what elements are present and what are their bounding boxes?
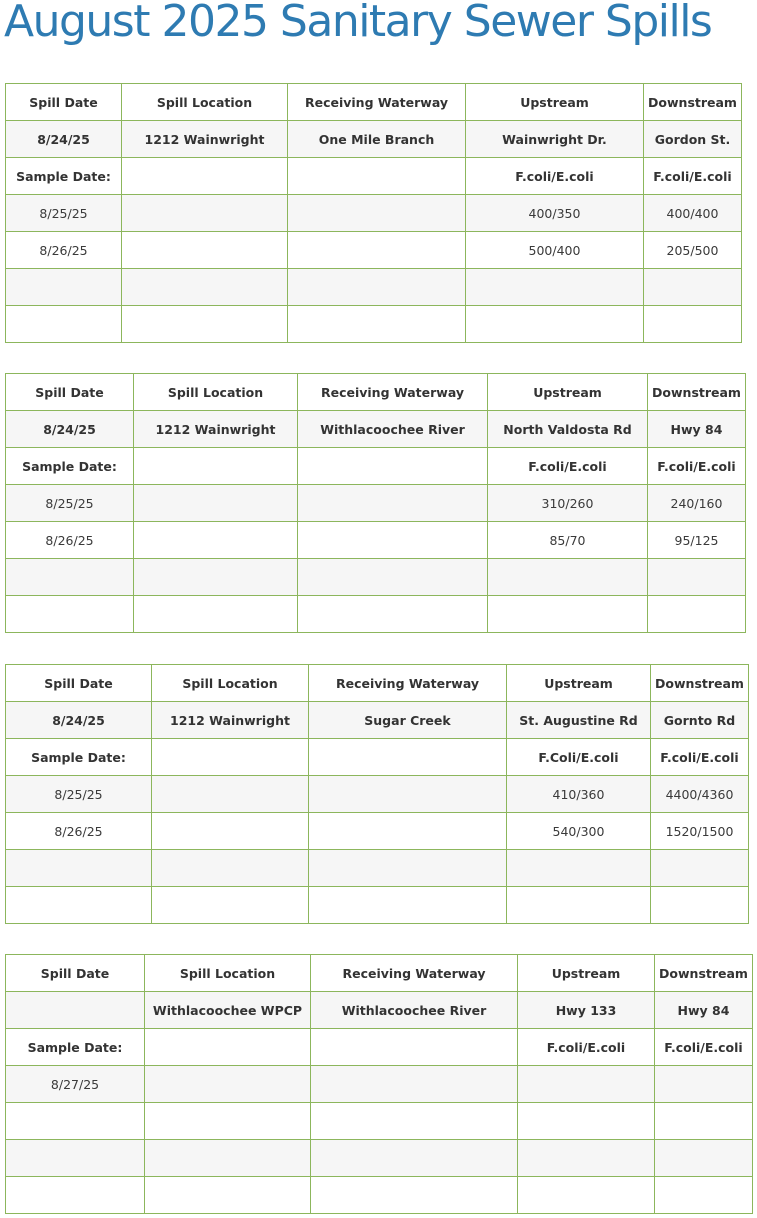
upstream-location: North Valdosta Rd: [488, 411, 648, 448]
spill-location: Withlacoochee WPCP: [145, 992, 311, 1029]
sample-downstream: [644, 306, 742, 343]
sample-upstream: 500/400: [466, 232, 644, 269]
upstream-unit: F.Coli/E.coli: [507, 739, 651, 776]
sample-downstream: [655, 1066, 753, 1103]
empty-cell: [288, 158, 466, 195]
header-receiving-waterway: Receiving Waterway: [309, 665, 507, 702]
empty-cell: [152, 739, 309, 776]
spill-table-one-mile-branch: [5, 83, 742, 343]
sample-upstream: [466, 306, 644, 343]
receiving-waterway: Sugar Creek: [309, 702, 507, 739]
header-receiving-waterway: Receiving Waterway: [311, 955, 518, 992]
empty-cell: [309, 813, 507, 850]
empty-cell: [298, 559, 488, 596]
sample-upstream: [518, 1177, 655, 1214]
sample-upstream: [488, 596, 648, 633]
sample-upstream: [466, 269, 644, 306]
header-upstream: Upstream: [507, 665, 651, 702]
empty-cell: [145, 1103, 311, 1140]
empty-cell: [288, 269, 466, 306]
sample-upstream: 310/260: [488, 485, 648, 522]
empty-cell: [145, 1177, 311, 1214]
sample-row: [6, 850, 749, 887]
downstream-location: Hwy 84: [655, 992, 753, 1029]
header-downstream: Downstream: [644, 84, 742, 121]
empty-cell: [311, 1029, 518, 1066]
sample-downstream: [651, 887, 749, 924]
sample-date: [6, 596, 134, 633]
sample-date: [6, 850, 152, 887]
empty-cell: [309, 776, 507, 813]
sample-date: [6, 559, 134, 596]
sample-upstream: [488, 559, 648, 596]
sample-downstream: [644, 269, 742, 306]
sample-upstream: [518, 1066, 655, 1103]
sample-row: [6, 1066, 753, 1103]
empty-cell: [134, 559, 298, 596]
sample-date: 8/27/25: [6, 1066, 145, 1103]
sample-downstream: [648, 596, 746, 633]
upstream-unit: F.coli/E.coli: [466, 158, 644, 195]
downstream-unit: F.coli/E.coli: [648, 448, 746, 485]
sample-downstream: [655, 1140, 753, 1177]
sample-upstream: [518, 1103, 655, 1140]
sample-downstream: [648, 559, 746, 596]
sample-row: [6, 232, 742, 269]
sample-row: [6, 485, 746, 522]
upstream-unit: F.coli/E.coli: [488, 448, 648, 485]
spill-date: [6, 992, 145, 1029]
header-downstream: Downstream: [655, 955, 753, 992]
sample-header-row: [6, 739, 749, 776]
empty-cell: [288, 195, 466, 232]
spill-location: 1212 Wainwright: [134, 411, 298, 448]
spill-table-withlacoochee-wpcp: [5, 954, 753, 1214]
header-row: [6, 955, 753, 992]
sample-date-label: Sample Date:: [6, 739, 152, 776]
empty-cell: [152, 850, 309, 887]
downstream-location: Gornto Rd: [651, 702, 749, 739]
header-spill-location: Spill Location: [122, 84, 288, 121]
empty-cell: [311, 1103, 518, 1140]
empty-cell: [309, 739, 507, 776]
empty-cell: [298, 596, 488, 633]
sample-date: [6, 1140, 145, 1177]
upstream-location: Hwy 133: [518, 992, 655, 1029]
sample-downstream: [651, 850, 749, 887]
header-spill-date: Spill Date: [6, 84, 122, 121]
sample-header-row: [6, 1029, 753, 1066]
sample-header-row: [6, 448, 746, 485]
header-row: [6, 84, 742, 121]
sample-downstream: 400/400: [644, 195, 742, 232]
sample-date-label: Sample Date:: [6, 448, 134, 485]
empty-cell: [145, 1066, 311, 1103]
downstream-unit: F.coli/E.coli: [655, 1029, 753, 1066]
upstream-location: Wainwright Dr.: [466, 121, 644, 158]
spill-date: 8/24/25: [6, 121, 122, 158]
spill-row: [6, 121, 742, 158]
header-row: [6, 374, 746, 411]
sample-header-row: [6, 158, 742, 195]
header-spill-date: Spill Date: [6, 665, 152, 702]
spill-date: 8/24/25: [6, 411, 134, 448]
header-receiving-waterway: Receiving Waterway: [288, 84, 466, 121]
downstream-unit: F.coli/E.coli: [651, 739, 749, 776]
sample-row: [6, 1103, 753, 1140]
sample-row: [6, 522, 746, 559]
sample-row: [6, 776, 749, 813]
empty-cell: [152, 813, 309, 850]
empty-cell: [311, 1140, 518, 1177]
sample-row: [6, 269, 742, 306]
sample-downstream: 95/125: [648, 522, 746, 559]
sample-upstream: 400/350: [466, 195, 644, 232]
spill-row: [6, 411, 746, 448]
sample-date: 8/25/25: [6, 485, 134, 522]
empty-cell: [122, 232, 288, 269]
empty-cell: [134, 522, 298, 559]
sample-downstream: [655, 1103, 753, 1140]
sample-downstream: 205/500: [644, 232, 742, 269]
empty-cell: [134, 448, 298, 485]
sample-date: 8/26/25: [6, 522, 134, 559]
sample-date: [6, 306, 122, 343]
downstream-unit: F.coli/E.coli: [644, 158, 742, 195]
empty-cell: [122, 158, 288, 195]
header-receiving-waterway: Receiving Waterway: [298, 374, 488, 411]
empty-cell: [288, 232, 466, 269]
spill-location: 1212 Wainwright: [122, 121, 288, 158]
header-spill-location: Spill Location: [145, 955, 311, 992]
empty-cell: [288, 306, 466, 343]
sample-row: [6, 1177, 753, 1214]
spill-location: 1212 Wainwright: [152, 702, 309, 739]
empty-cell: [145, 1140, 311, 1177]
sample-row: [6, 596, 746, 633]
header-row: [6, 665, 749, 702]
sample-date: 8/25/25: [6, 195, 122, 232]
header-upstream: Upstream: [488, 374, 648, 411]
empty-cell: [298, 448, 488, 485]
empty-cell: [122, 269, 288, 306]
spill-table-withlacoochee-river: [5, 373, 746, 633]
sample-date: 8/25/25: [6, 776, 152, 813]
empty-cell: [122, 306, 288, 343]
receiving-waterway: Withlacoochee River: [298, 411, 488, 448]
sample-upstream: [507, 887, 651, 924]
sample-downstream: 240/160: [648, 485, 746, 522]
sample-date: [6, 887, 152, 924]
sample-downstream: [655, 1177, 753, 1214]
empty-cell: [298, 485, 488, 522]
header-spill-location: Spill Location: [152, 665, 309, 702]
sample-row: [6, 559, 746, 596]
downstream-location: Gordon St.: [644, 121, 742, 158]
receiving-waterway: Withlacoochee River: [311, 992, 518, 1029]
sample-date: [6, 269, 122, 306]
sample-date-label: Sample Date:: [6, 158, 122, 195]
empty-cell: [134, 485, 298, 522]
sample-downstream: 4400/4360: [651, 776, 749, 813]
sample-upstream: [518, 1140, 655, 1177]
spill-row: [6, 702, 749, 739]
sample-date-label: Sample Date:: [6, 1029, 145, 1066]
sample-date: [6, 1177, 145, 1214]
spill-row: [6, 992, 753, 1029]
sample-row: [6, 306, 742, 343]
sample-upstream: 540/300: [507, 813, 651, 850]
empty-cell: [134, 596, 298, 633]
empty-cell: [311, 1066, 518, 1103]
header-spill-date: Spill Date: [6, 955, 145, 992]
header-spill-location: Spill Location: [134, 374, 298, 411]
sample-row: [6, 813, 749, 850]
sample-upstream: [507, 850, 651, 887]
header-upstream: Upstream: [518, 955, 655, 992]
page-title: August 2025 Sanitary Sewer Spills: [4, 0, 712, 47]
spill-table-sugar-creek: [5, 664, 749, 924]
empty-cell: [122, 195, 288, 232]
sample-upstream: 410/360: [507, 776, 651, 813]
empty-cell: [309, 850, 507, 887]
sample-row: [6, 887, 749, 924]
empty-cell: [145, 1029, 311, 1066]
empty-cell: [309, 887, 507, 924]
sample-row: [6, 195, 742, 232]
sample-date: [6, 1103, 145, 1140]
header-downstream: Downstream: [648, 374, 746, 411]
spill-date: 8/24/25: [6, 702, 152, 739]
sample-date: 8/26/25: [6, 813, 152, 850]
downstream-location: Hwy 84: [648, 411, 746, 448]
empty-cell: [311, 1177, 518, 1214]
sample-upstream: 85/70: [488, 522, 648, 559]
empty-cell: [152, 887, 309, 924]
receiving-waterway: One Mile Branch: [288, 121, 466, 158]
empty-cell: [298, 522, 488, 559]
header-upstream: Upstream: [466, 84, 644, 121]
upstream-unit: F.coli/E.coli: [518, 1029, 655, 1066]
upstream-location: St. Augustine Rd: [507, 702, 651, 739]
sample-date: 8/26/25: [6, 232, 122, 269]
sample-downstream: 1520/1500: [651, 813, 749, 850]
header-downstream: Downstream: [651, 665, 749, 702]
sample-row: [6, 1140, 753, 1177]
header-spill-date: Spill Date: [6, 374, 134, 411]
empty-cell: [152, 776, 309, 813]
